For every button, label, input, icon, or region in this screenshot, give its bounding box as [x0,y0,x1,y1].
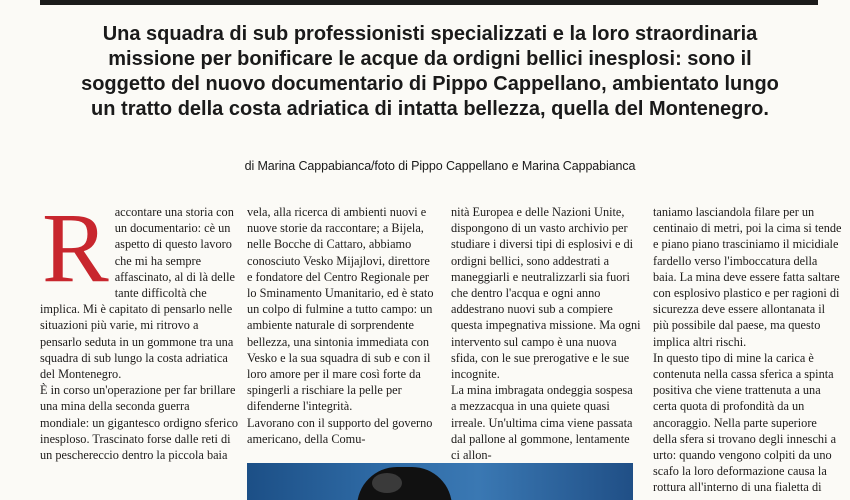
paragraph: In questo tipo di mine la carica è contenuta nella cassa sferica a spinta positiva che viene trattenuta a una certa quota di profondità da un ancoraggio. Nella parte superiore della sfera si trovano degli inneschi a urto: quando vengono colpiti da uno scafo la loro deformazione causa la rottura all'interno di una fialetta di [653,350,837,495]
column-2 [247,204,437,447]
paragraph: La mina imbragata ondeggia sospesa a mezzacqua in una quiete quasi irreale. Un'ultima cima viene passata dal pallone al gommone, lentamente ci allon- [451,383,633,463]
paragraph: È in corso un'operazione per far brillare una mina della seconda guerra mondiale: un gigantesco ordigno sferico inesploso. Trascinato forse dalle reti di un peschereccio dentro la piccola baia [40,383,239,463]
paragraph: Lavorano con il supporto del governo americano, della Comu- [247,415,433,446]
column-1 [40,192,240,463]
drop-cap: R [42,192,109,303]
intro-standfirst: Una squadra di sub professionisti specializzati e la loro straordinaria missione per bonificare le acque da ordigni bellici inesplosi: sono il soggetto del nuovo documentario di Pippo Cappellano, ambientato lungo un tratto della costa adriatica di intatta bellezza, quella del Montenegro. [81,23,779,120]
column-4 [653,204,843,496]
paragraph: taniamo lasciandola filare per un centinaio di metri, poi la cima si tende e piano piano trasciniamo il micidiale fardello verso l'imboccatura della baia. La mina deve essere fatta saltare con esplosivo plastico e per ragioni di sicurezza deve essere allontanata il più possibile dal paese, ma questo implica altri rischi. [653,205,842,349]
top-rule [40,0,818,5]
paragraph: accontare una storia con un documentario: cè un aspetto di questo lavoro che mi ha sempre affascinato, al di là delle tante difficoltà che implica. Mi è capitato di pensarlo nelle situazioni più varie, mi ritrovo a pensarlo seduta in un gommone tra una squadra di sub lungo la costa adriatica del Montenegro. [40,205,236,382]
diver-mask [372,473,402,493]
underwater-photo [247,463,633,500]
column-3 [451,204,641,463]
byline: di Marina Cappabianca/foto di Pippo Cappellano e Marina Cappabianca [244,159,636,173]
paragraph: vela, alla ricerca di ambienti nuovi e nuove storie da raccontare; a Bijela, nelle Bocche di Cattaro, abbiamo conosciuto Vesko Mijajlovi, direttore e fondatore del Centro Regionale per lo Sminamento Umanitario, ed è stato un colpo di fulmine a tutto campo: un ambiente naturale di sorprendente bellezza, una sintonia immediata con Vesko e la sua squadra di sub e con il loro amore per il mare così forte da spingerli a rischiare la pelle per difenderne l'integrità. [247,205,434,414]
paragraph: nità Europea e delle Nazioni Unite, dispongono di un vasto archivio per studiare i diversi tipi di esplosivi e di ordigni bellici, sono addestrati a maneggiarli e neutralizzarli sia fuori che dentro l'acqua e ogni anno addestrano nuovi sub a compiere questa impegnativa missione. Ma ogni intervento sul campo è una nuova sfida, con le sue prerogative e le sue incognite. [451,205,641,382]
